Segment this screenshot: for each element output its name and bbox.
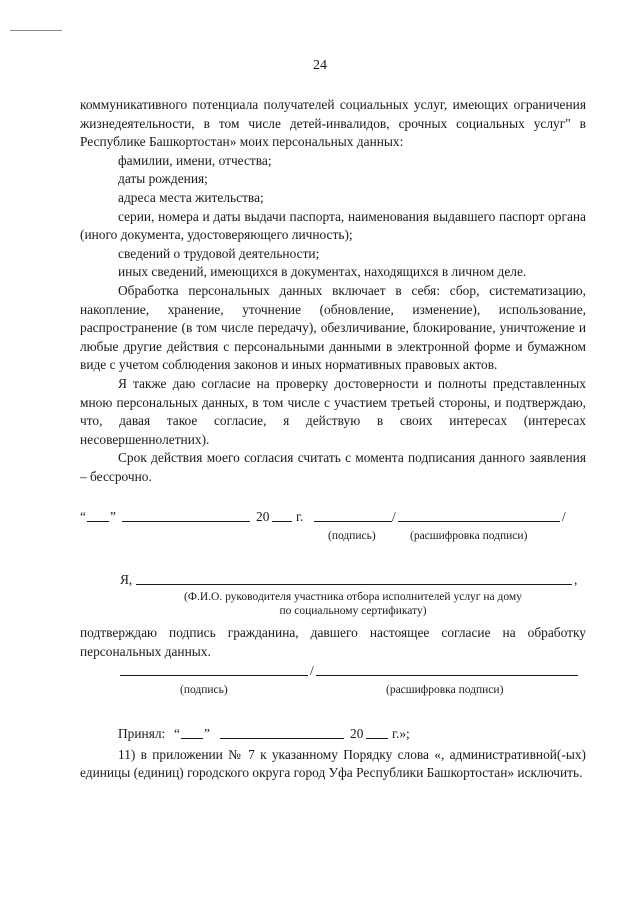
head-decode-blank — [316, 662, 578, 676]
head-name-blank — [136, 571, 572, 585]
paragraph-continuation: коммуникативного потенциала получателей социальных услуг, имеющих ограничения жизнедеятельности, в том числе детей-инвалидов, срочных социальных услуг" в Республике Башкортостан» моих персональных данных: — [80, 97, 586, 150]
page-number: 24 — [313, 58, 327, 73]
date-quote-close: ” — [110, 509, 116, 525]
date-year-prefix: 20 — [256, 509, 270, 525]
paragraph-verification-consent: Я также даю согласие на проверку достоверности и полноты представленных мною персональных данных, в том числе с участием третьей стороны, и подтверждаю, что, давая такое согласие, я действую в своих интересах (интересах несовершеннолетних). — [80, 375, 586, 447]
accepted-quote-close: ” — [204, 725, 210, 741]
caption-row-applicant — [80, 527, 586, 541]
accepted-year-prefix: 20 — [350, 725, 364, 741]
accepted-row — [80, 725, 586, 744]
head-caption-line2: по социальному сертификату) — [279, 605, 427, 618]
list-item-passport: серии, номера и даты выдачи паспорта, наименования выдавшего паспорт органа (иного документа, удостоверяющего личность); — [80, 208, 586, 243]
accepted-year-suffix: г.»; — [392, 725, 410, 741]
list-item-other-info: иных сведений, имеющихся в документах, находящихся в личном деле. — [118, 264, 527, 280]
head-signature-blank — [120, 662, 308, 676]
date-quote-open: “ — [80, 509, 86, 525]
list-item-address: адреса места жительства; — [118, 189, 264, 205]
caption-row-head — [80, 681, 586, 695]
accepted-label: Принял: — [118, 725, 166, 741]
head-caption-line1: (Ф.И.О. руководителя участника отбора исполнителей услуг на дому — [184, 591, 522, 604]
paragraph-processing: Обработка персональных данных включает в себя: сбор, систематизацию, накопление, хранение, уточнение (обновление, изменение), использование, распространение (в том числе передачу), обезличивание, блокирование, уничтожение и любые другие действия с персональными данными в электронной форме и бумажном виде с учетом соблюдения законов и иных нормативных правовых актов. — [80, 282, 586, 373]
signature-end-slash: / — [562, 509, 566, 525]
signature-slash: / — [392, 509, 396, 525]
head-signature-slash: / — [310, 662, 314, 678]
paragraph-head-confirmation: подтверждаю подпись гражданина, давшего настоящее согласие на обработку персональных данных. — [80, 625, 586, 660]
caption-decode: (расшифровка подписи) — [410, 530, 528, 543]
accepted-month-blank — [220, 725, 344, 739]
paragraph-amendment-11: 11) в приложении № 7 к указанному Порядку слова «, административной(-ых) единицы (единиц) городского округа город Уфа Республики Башкортостан» исключить. — [80, 746, 586, 781]
document-body — [80, 96, 586, 783]
list-item-employment: сведений о трудовой деятельности; — [118, 245, 320, 261]
head-name-row — [80, 571, 586, 590]
month-blank — [122, 508, 250, 522]
signature-blank — [314, 508, 392, 522]
year-blank — [272, 508, 292, 522]
head-suffix: , — [574, 572, 578, 588]
decode-blank — [398, 508, 560, 522]
list-item-name: фамилии, имени, отчества; — [118, 152, 272, 168]
signature-row-head — [80, 662, 586, 681]
list-item-birthdate: даты рождения; — [118, 171, 208, 187]
day-blank — [87, 508, 109, 522]
accepted-year-blank — [366, 725, 388, 739]
corner-mark — [10, 30, 62, 31]
accepted-day-blank — [181, 725, 203, 739]
signature-row-applicant — [80, 508, 586, 527]
accepted-quote-open: “ — [174, 725, 180, 741]
date-year-suffix: г. — [296, 509, 304, 525]
head-caption-decode: (расшифровка подписи) — [386, 683, 504, 696]
caption-signature: (подпись) — [328, 530, 376, 543]
paragraph-consent-term: Срок действия моего согласия считать с момента подписания данного заявления – бессрочно. — [80, 450, 586, 484]
head-caption-signature: (подпись) — [180, 683, 228, 696]
head-prefix: Я, — [120, 572, 133, 588]
